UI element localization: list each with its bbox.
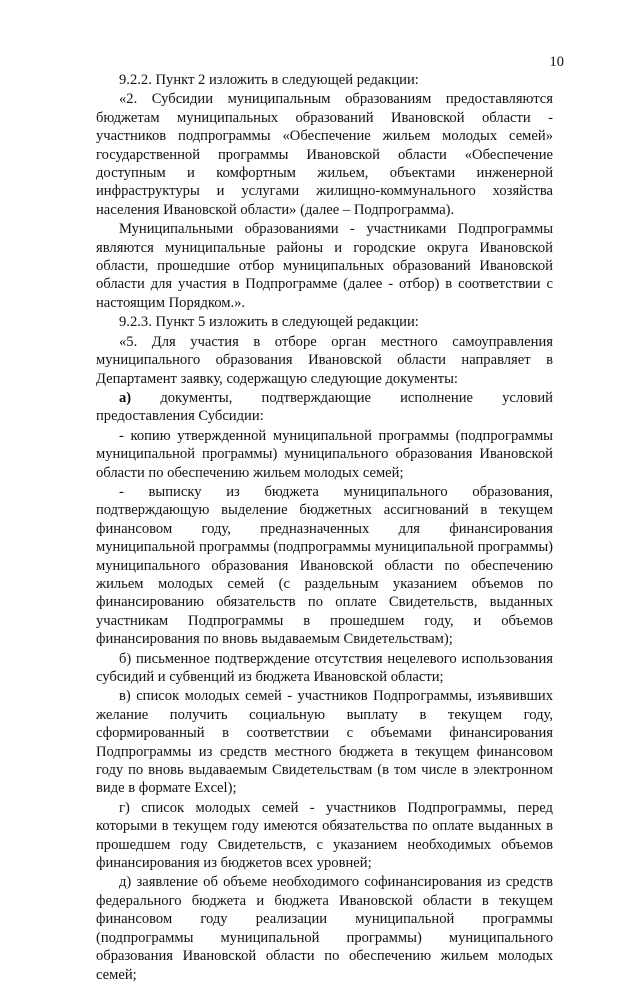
paragraph-clause-2: «2. Субсидии муниципальным образованиям предоставляются бюджетам муниципальных образований Ивановской области - участников подпрограммы «Обеспечение жильем молодых семей» государственной программы Ивановской области «Обеспечение доступным и комфортным жильем, объектами инженерной инфраструктуры и услугами жилищно-коммунального хозяйства населения Ивановской области» (далее – Подпрограмма). xyxy=(96,91,553,218)
paragraph-9-2-2: 9.2.2. Пункт 2 изложить в следующей редакции: xyxy=(119,72,419,88)
paragraph-participants: Муниципальными образованиями - участниками Подпрограммы являются муниципальные районы и городские округа Ивановской области, прошедшие отбор муниципальных образований Ивановской области для участия в Подпрограмме (далее - отбор) в соответствии с настоящим Порядком.». xyxy=(96,221,553,311)
item-a-text: документы, подтверждающие исполнение условий предоставления Субсидии: xyxy=(96,389,553,425)
paragraph-item-d: д) заявление об объеме необходимого софинансирования из средств федерального бюджета и бюджета Ивановской области в текущем финансовом году реализации муниципальной программы (подпрограммы муниципальной программы) муниципального образования Ивановской области по обеспечению жильем молодых семей; xyxy=(96,874,553,983)
paragraph-clause-5: «5. Для участия в отборе орган местного самоуправления муниципального образования Ивановской области направляет в Департамент заявку, содержащую следующие документы: xyxy=(96,333,553,387)
document-body xyxy=(96,71,553,984)
paragraph-item-b: б) письменное подтверждение отсутствия нецелевого использования субсидий и субвенций из бюджета Ивановской области; xyxy=(96,650,553,685)
paragraph-item-a xyxy=(96,389,553,426)
paragraph-budget-extract: - выписку из бюджета муниципального образования, подтверждающую выделение бюджетных ассигнований в текущем финансовом году, предназначенных для финансирования муниципальной программы (подпрограммы муниципальной программы) муниципального образования Ивановской области по обеспечению жильем молодых семей (с раздельным указанием объемов по финансированию обязательств по оплате Свидетельств, выданных участникам Подпрограммы в прошедшем году, и объемов финансирования по вновь выдаваемым Свидетельствам); xyxy=(96,483,553,648)
paragraph-program-copy: - копию утвержденной муниципальной программы (подпрограммы муниципальной программы) муниципального образования Ивановской области по обеспечению жильем молодых семей; xyxy=(96,427,553,481)
paragraph-item-v: в) список молодых семей - участников Подпрограммы, изъявивших желание получить социальную выплату в текущем году, сформированный в соответствии с объемами финансирования Подпрограммы из средств местного бюджета в текущем финансовом году по вновь выдаваемым Свидетельствам (в том числе в электронном виде в формате Excel); xyxy=(96,688,553,797)
page-number: 10 xyxy=(549,54,564,70)
paragraph-9-2-3: 9.2.3. Пункт 5 изложить в следующей редакции: xyxy=(119,314,419,331)
item-a-marker: а) xyxy=(119,389,132,406)
paragraph-item-g: г) список молодых семей - участников Подпрограммы, перед которыми в текущем году имеются обязательства по оплате выданных в прошедшем году Свидетельств, с указанием необходимых объемов финансирования из бюджетов всех уровней; xyxy=(96,799,553,872)
